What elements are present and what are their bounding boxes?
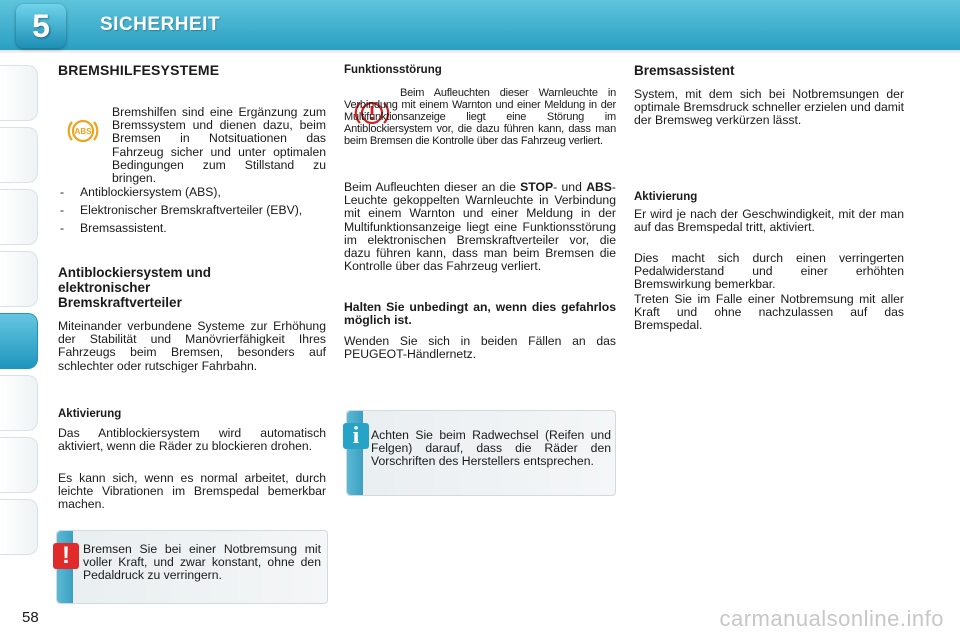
section-title: BREMSHILFESYSTEME (58, 62, 220, 78)
watermark: carmanualsonline.info (719, 606, 944, 631)
activation-text-2: Es kann sich, wenn es normal arbeitet, durch leichte Vibrationen im Bremspedal bemerkbar machen. (58, 471, 326, 512)
chapter-tab-3[interactable] (0, 189, 38, 245)
activation-heading: Aktivierung (58, 408, 122, 420)
malfunction-heading: Funktionsstörung (344, 64, 442, 76)
info-icon: i (343, 423, 369, 449)
activation-text-1: Das Antiblockiersystem wird automatisch aktiviert, wenn die Räder zu blockieren drohen. (58, 426, 326, 454)
list-item: - Elektronischer Bremskraftverteiler (EBV), (58, 204, 326, 217)
warning-note-text: Bremsen Sie bei einer Notbremsung mit voller Kraft, und zwar konstant, ohne den Pedaldruck zu verringern. (83, 542, 321, 583)
stop-warning-text: Halten Sie unbedingt an, wenn dies gefahrlos möglich ist. (344, 300, 616, 328)
chapter-tab-4[interactable] (0, 251, 38, 307)
system-list (58, 186, 326, 241)
wheel-change-info-note (346, 410, 616, 496)
chapter-title: SICHERHEIT (100, 14, 221, 35)
brake-assist-activation-text-3: Treten Sie im Falle einer Notbremsung mit aller Kraft und ohne nachzulassen auf das Bremspedal. (634, 292, 904, 333)
chapter-tab-1[interactable] (0, 65, 38, 121)
chapter-tab-6[interactable] (0, 375, 38, 431)
chapter-tab-7[interactable] (0, 437, 38, 493)
abs-ebv-description: Miteinander verbundene Systeme zur Erhöhung der Stabilität und Manövrierfähigkeit Ihres Fahrzeugs beim Bremsen, besonders auf schlechter oder rutschiger Fahrbahn. (58, 319, 326, 373)
brake-assist-activation-text-2: Dies macht sich durch einen verringerten Pedalwiderstand und einer erhöhten Bremswirkung bemerkbar. (634, 251, 904, 292)
chapter-tab-2[interactable] (0, 127, 38, 183)
chapter-tab-8[interactable] (0, 499, 38, 555)
malfunction-text-1: Beim Aufleuchten dieser Warnleuchte in Verbindung mit einem Warnton und einer Meldung in der Multifunktionsanzeige liegt eine Störung im Antiblockiersystem vor, die dazu führen kann, dass man beim Bremsen die Kontrolle über das Fahrzeug verliert. (344, 87, 616, 147)
page-number: 58 (22, 609, 39, 626)
brake-assist-activation-text-1: Er wird je nach der Geschwindigkeit, mit der man auf das Bremspedal tritt, aktiviert. (634, 207, 904, 235)
text-part: - und (553, 180, 587, 194)
info-note-text: Achten Sie beim Radwechsel (Reifen und Felgen) darauf, dass die Räder den Vorschriften des Herstellers entsprechen. (371, 428, 611, 469)
svg-text:ABS: ABS (74, 127, 92, 136)
text-part: -Leuchte gekoppelten Warnleuchte in Verbindung mit einem Warnton und einer Meldung in der Multifunktionsanzeige liegt eine Funktionsstörung im elektronischen Bremskraftverteiler vor, die dazu führen kann, dass man beim Bremsen die Kontrolle über das Fahrzeug verliert. (344, 180, 616, 274)
intro-text: Bremshilfen sind eine Ergänzung zum Bremssystem und dienen dazu, beim Bremsen in Notsituationen das Fahrzeug sicher und unter optimalen Bedingungen zum Stillstand zu bringen. (112, 105, 326, 186)
abs-warning-lamp-icon (66, 114, 100, 148)
malfunction-text-2 (344, 181, 616, 273)
brake-assist-text: System, mit dem sich bei Notbremsungen der optimale Bremsdruck schneller erzielen und damit der Bremsweg verkürzen lässt. (634, 87, 904, 128)
brake-assist-heading: Bremsassistent (634, 63, 735, 78)
emergency-braking-warning-note (56, 530, 328, 604)
dealer-text: Wenden Sie sich in beiden Fällen an das PEUGEOT-Händlernetz. (344, 334, 616, 362)
abs-label: ABS (586, 180, 612, 194)
text-part: Beim Aufleuchten dieser an die (344, 180, 521, 194)
brake-assist-activation-heading: Aktivierung (634, 191, 698, 203)
abs-ebv-heading: Antiblockiersystem und elektronischer Bremskraftverteiler (58, 265, 212, 310)
chapter-tab-5-active[interactable] (0, 313, 38, 369)
chapter-tabs (0, 65, 40, 575)
chapter-header (0, 0, 960, 50)
stop-label: STOP (520, 180, 554, 194)
exclamation-icon: ! (53, 543, 79, 569)
list-item: - Antiblockiersystem (ABS), (58, 186, 326, 199)
chapter-number-badge: 5 (16, 4, 66, 48)
list-item: - Bremsassistent. (58, 222, 326, 235)
